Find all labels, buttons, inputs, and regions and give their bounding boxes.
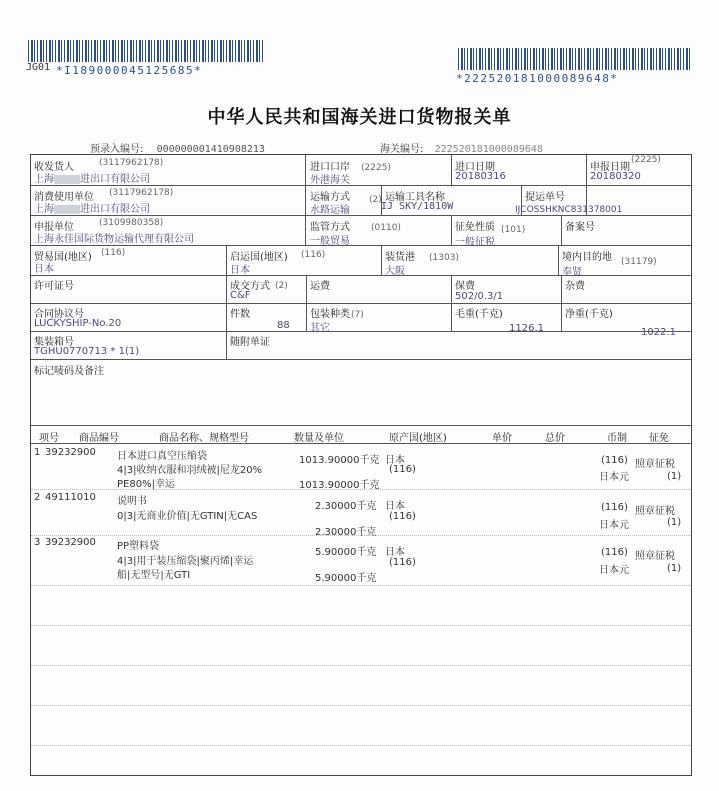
loading-port-value: 大阪 xyxy=(385,266,405,277)
freight-label: 运费 xyxy=(310,281,330,292)
import-port-label: 进口口岸 xyxy=(310,162,350,173)
deal-label: 成交方式 xyxy=(230,281,270,292)
vessel-value: IJ SKY/1810W xyxy=(381,201,454,212)
trade-country-value: 日本 xyxy=(34,264,54,275)
col-currency: 币制 xyxy=(607,433,627,444)
marks-label: 标记唛码及备注 xyxy=(34,366,104,377)
pre-entry-no xyxy=(90,140,265,155)
item-2-currency: 日本元 xyxy=(599,520,629,531)
item-1-qty1: 1013.90000千克 xyxy=(299,455,380,466)
item-1-qty2: 1013.90000千克 xyxy=(299,480,380,491)
col-code: 商品编号 xyxy=(79,433,119,444)
transport-code: (2) xyxy=(369,195,382,205)
item-3-name3: 船|无型号|无GTI xyxy=(117,570,191,581)
item-3-qty2: 5.90000千克 xyxy=(315,573,377,584)
levy-value: 一般征税 xyxy=(455,237,495,248)
item-2-qty1: 2.30000千克 xyxy=(315,501,377,512)
item-3-currency-code: (116) xyxy=(601,547,628,558)
misc-label: 杂费 xyxy=(565,281,585,292)
item-2-code: 49111010 xyxy=(45,492,96,503)
license-label: 许可证号 xyxy=(34,281,74,292)
origin-country-label: 启运国(地区) xyxy=(230,252,288,263)
col-price: 单价 xyxy=(492,433,512,444)
right-barcode-text: *222520181000089648* xyxy=(456,72,619,85)
item-3-currency: 日本元 xyxy=(599,565,629,576)
loading-port-code: (1303) xyxy=(429,253,459,263)
item-1-currency: 日本元 xyxy=(599,472,629,483)
col-origin: 原产国(地区) xyxy=(389,433,447,444)
declare-date-code: (2225) xyxy=(631,155,661,165)
declarant-label: 申报单位 xyxy=(34,222,74,233)
container-value: TGHU0770713 * 1(1) xyxy=(34,346,140,357)
net-label: 净重(千克) xyxy=(565,309,613,320)
deal-code: (2) xyxy=(275,281,288,291)
item-1-name2: 4|3|收纳衣服和羽绒被|尼龙20% xyxy=(117,465,263,476)
col-total: 总价 xyxy=(545,433,565,444)
container-label: 集装箱号 xyxy=(34,337,74,348)
dest-code: (31179) xyxy=(621,257,657,267)
item-2-origin: 日本 xyxy=(385,501,405,512)
page-title: 中华人民共和国海关进口货物报关单 xyxy=(207,107,512,128)
item-1-currency-code: (116) xyxy=(601,455,628,466)
consignee-code: (3117962178) xyxy=(99,158,164,168)
left-barcode xyxy=(28,40,264,62)
declare-date-value: 20180320 xyxy=(590,171,641,182)
declarant-value: 上海永佳国际货物运输代理有限公司 xyxy=(34,234,194,245)
import-port-value: 外港海关 xyxy=(310,175,350,186)
pre-entry-label: 预录入编号: xyxy=(90,144,144,155)
item-2-qty2: 2.30000千克 xyxy=(315,527,377,538)
item-3-name2: 4|3|用于装压缩袋|聚丙烯|幸运 xyxy=(117,556,254,567)
supervision-value: 一般贸易 xyxy=(310,236,350,247)
contract-value: LUCKYSHIP-No.20 xyxy=(34,318,122,329)
item-3-qty1: 5.90000千克 xyxy=(315,547,377,558)
pieces-label: 件数 xyxy=(230,309,250,320)
contract-label: 合同协议号 xyxy=(34,309,84,320)
item-3-levy-code: (1) xyxy=(667,563,682,574)
customs-no-label: 海关编号: xyxy=(380,144,424,155)
deal-value: C&F xyxy=(230,290,251,301)
item-2-name1: 说明书 xyxy=(117,496,147,507)
trade-country-code: (116) xyxy=(101,248,126,258)
item-1-origin: 日本 xyxy=(385,455,405,466)
left-barcode-text: *I189000045125685* xyxy=(56,64,203,77)
origin-country-value: 日本 xyxy=(230,265,250,276)
item-1-name1: 日本进口真空压缩袋 xyxy=(117,451,207,462)
item-1-name3: PE80%|幸运 xyxy=(117,479,175,490)
import-date-value: 20180316 xyxy=(455,171,506,182)
declaration-form xyxy=(30,154,692,776)
levy-label: 征免性质 xyxy=(455,222,495,233)
import-port-code: (2225) xyxy=(361,163,391,173)
pack-value: 其它 xyxy=(310,323,330,334)
item-1-code: 39232900 xyxy=(45,447,96,458)
bol-label: 提运单号 xyxy=(525,192,565,203)
customs-no xyxy=(380,140,543,155)
left-barcode-label: JG01 xyxy=(26,62,51,73)
declare-date-label: 申报日期 xyxy=(590,162,630,173)
item-2-no: 2 xyxy=(34,492,41,503)
right-barcode xyxy=(458,48,690,70)
item-2-name2: 0|3|无商业价值|无GTIN|无CAS xyxy=(117,511,258,522)
item-2-levy: 照章征税 xyxy=(635,506,675,517)
dest-value: 奉贤 xyxy=(562,267,582,278)
item-2-levy-code: (1) xyxy=(667,517,682,528)
item-3-name1: PP塑料袋 xyxy=(117,541,160,552)
item-3-levy: 照章征税 xyxy=(635,551,675,562)
item-3-origin-code: (116) xyxy=(389,557,416,568)
col-name: 商品名称、规格型号 xyxy=(159,433,249,444)
transport-value: 水路运输 xyxy=(310,205,350,216)
origin-country-code: (116) xyxy=(301,250,326,260)
item-1-levy: 照章征税 xyxy=(635,459,675,470)
dest-label: 境内目的地 xyxy=(562,252,612,263)
col-qty: 数量及单位 xyxy=(294,433,344,444)
transport-label: 运输方式 xyxy=(310,192,350,203)
consumer-label: 消费使用单位 xyxy=(34,192,94,203)
record-label: 备案号 xyxy=(565,222,595,233)
item-1-origin-code: (116) xyxy=(389,464,416,475)
col-no: 项号 xyxy=(39,433,59,444)
docs-label: 随附单证 xyxy=(230,337,270,348)
declarant-code: (3109980358) xyxy=(99,218,164,228)
gross-label: 毛重(千克) xyxy=(455,309,503,320)
insurance-value: 502/0.3/1 xyxy=(455,291,504,302)
consumer-value: 上海 进出口有限公司 xyxy=(34,204,150,215)
pieces-value: 88 xyxy=(277,320,290,331)
item-1-levy-code: (1) xyxy=(667,471,682,482)
supervision-label: 监管方式 xyxy=(310,222,350,233)
import-date-label: 进口日期 xyxy=(455,162,495,173)
item-3-no: 3 xyxy=(34,537,41,548)
item-3-code: 39232900 xyxy=(45,537,96,548)
net-value: 1022.1 xyxy=(641,327,676,338)
levy-code: (101) xyxy=(501,225,526,235)
insurance-label: 保费 xyxy=(455,281,475,292)
gross-value: 1126.1 xyxy=(509,323,544,334)
loading-port-label: 装货港 xyxy=(385,252,415,263)
bol-value: IJCOSSHKNC831378001 xyxy=(515,205,623,215)
consignee-label: 收发货人 xyxy=(34,162,74,173)
pre-entry-value: 000000001410908213 xyxy=(156,144,265,155)
vessel-label: 运输工具名称 xyxy=(385,192,445,203)
item-2-currency-code: (116) xyxy=(601,502,628,513)
pack-label: 包装种类 xyxy=(310,309,350,320)
customs-no-value: 222520181000089648 xyxy=(434,144,543,155)
item-3-origin: 日本 xyxy=(385,547,405,558)
col-levy: 征免 xyxy=(649,433,669,444)
trade-country-label: 贸易国(地区) xyxy=(34,252,92,263)
supervision-code: (0110) xyxy=(371,223,401,233)
consignee-value: 上海 进出口有限公司 xyxy=(34,174,150,185)
pack-code: (7) xyxy=(351,310,364,320)
item-2-origin-code: (116) xyxy=(389,511,416,522)
consumer-code: (3117962178) xyxy=(109,188,174,198)
item-1-no: 1 xyxy=(34,447,41,458)
